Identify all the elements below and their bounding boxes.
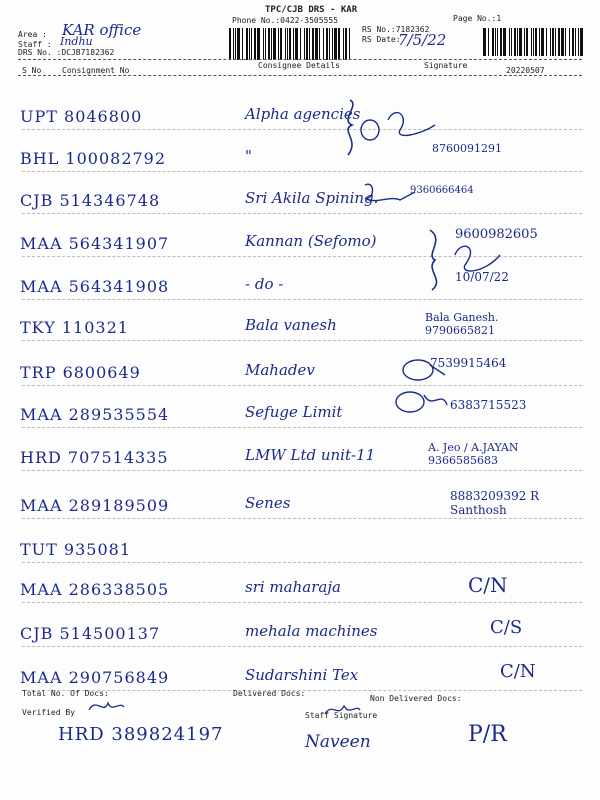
barcode-bar <box>289 28 291 60</box>
col-sno: S No <box>22 66 42 75</box>
extra-note: P/R <box>468 722 507 747</box>
barcode-bar <box>492 28 494 56</box>
barcode-bar <box>315 28 318 60</box>
consignment-number: MAA 564341908 <box>20 277 170 296</box>
barcode-bar <box>338 28 340 60</box>
header-divider-bottom <box>18 75 582 76</box>
row-divider <box>22 518 582 519</box>
staff-signature <box>322 700 362 720</box>
consignment-number: BHL 100082792 <box>20 149 167 168</box>
signature-scribble-4 <box>400 355 450 385</box>
barcode-bar <box>319 28 320 60</box>
barcode-bar <box>580 28 583 56</box>
rs-date-label: RS Date: <box>362 35 401 44</box>
delivery-note: 8760091291 <box>432 142 502 155</box>
barcode-bar <box>242 28 243 60</box>
non-delivered-docs-label: Non Delivered Docs: <box>370 694 462 703</box>
barcode-left <box>229 28 355 60</box>
barcode-bar <box>280 28 282 60</box>
consignee-name: Alpha agencies <box>245 105 361 123</box>
staff-value: Indhu <box>60 35 93 48</box>
barcode-bar <box>531 28 532 56</box>
consignment-number: TRP 6800649 <box>20 363 141 382</box>
consignee-name: - do - <box>245 275 284 293</box>
barcode-bar <box>263 28 264 60</box>
verified-by-label: Verified By <box>22 708 75 717</box>
page-number: Page No.:1 <box>453 14 502 23</box>
barcode-bar <box>511 28 512 56</box>
barcode-bar <box>541 28 544 56</box>
delivered-docs-label: Delivered Docs: <box>233 689 306 698</box>
barcode-bar <box>271 28 272 60</box>
barcode-bar <box>309 28 310 60</box>
barcode-bar <box>246 28 248 60</box>
barcode-bar <box>526 28 528 56</box>
barcode-bar <box>254 28 256 60</box>
consignment-number: TKY 110321 <box>20 318 129 337</box>
delivery-note: A. Jeo / A.JAYAN 9366585683 <box>428 441 519 467</box>
barcode-bar <box>565 28 566 56</box>
consignee-name: Sri Akila Spining. <box>245 189 379 207</box>
barcode-bar <box>569 28 570 56</box>
barcode-bar <box>546 28 547 56</box>
barcode-bar <box>578 28 579 56</box>
delivery-note: C/N <box>500 661 536 682</box>
consignment-number: MAA 289535554 <box>20 405 170 424</box>
delivery-note: C/S <box>490 617 523 638</box>
delivery-note: 8883209392 R Santhosh <box>450 489 540 517</box>
signature-scribble-2 <box>360 180 420 210</box>
rs-number: RS No.:7182362 <box>362 25 430 34</box>
barcode-bar <box>349 28 350 60</box>
delivery-note: 9360666464 <box>410 185 474 196</box>
extra-consignee: Naveen <box>305 732 371 752</box>
consignee-name: Senes <box>245 494 291 512</box>
delivery-note: 9600982605 <box>455 227 538 242</box>
barcode-bar <box>539 28 540 56</box>
barcode-right <box>483 28 585 56</box>
barcode-bar <box>343 28 344 60</box>
row-divider <box>22 213 582 214</box>
signature-scribble-3 <box>420 225 510 295</box>
barcode-bar <box>524 28 525 56</box>
total-docs-label: Total No. Of Docs: <box>22 689 109 698</box>
barcode-bar <box>249 28 250 60</box>
barcode-bar <box>251 28 252 60</box>
barcode-bar <box>304 28 305 60</box>
barcode-bar <box>509 28 510 56</box>
consignment-number: UPT 8046800 <box>20 107 143 126</box>
barcode-bar <box>233 28 234 60</box>
barcode-bar <box>535 28 537 56</box>
row-divider <box>22 340 582 341</box>
verifier-signature <box>86 695 126 717</box>
area-value: KAR office <box>62 21 142 39</box>
row-divider <box>22 385 582 386</box>
barcode-bar <box>326 28 328 60</box>
delivery-note: 7539915464 <box>430 356 507 370</box>
row-divider <box>22 602 582 603</box>
consignment-number: MAA 564341907 <box>20 234 170 253</box>
barcode-bar <box>572 28 574 56</box>
col-consignment: Consignment No <box>62 66 130 75</box>
barcode-bar <box>334 28 337 60</box>
barcode-bar <box>329 28 330 60</box>
consignee-name: sri maharaja <box>245 578 341 596</box>
delivery-note: Bala Ganesh. 9790665821 <box>425 311 499 337</box>
barcode-bar <box>558 28 560 56</box>
barcode-bar <box>237 28 240 60</box>
consignee-name: Sudarshini Tex <box>245 666 359 684</box>
barcode-bar <box>306 28 308 60</box>
row-divider <box>22 470 582 471</box>
barcode-bar <box>495 28 496 56</box>
barcode-bar <box>268 28 270 60</box>
barcode-bar <box>514 28 516 56</box>
consignee-name: " <box>245 147 252 165</box>
phone-number: Phone No.:0422-3505555 <box>232 16 338 25</box>
barcode-bar <box>287 28 288 60</box>
row-divider <box>22 299 582 300</box>
barcode-bar <box>552 28 554 56</box>
consignment-number: CJB 514346748 <box>20 191 161 210</box>
delivery-note: 6383715523 <box>450 398 527 412</box>
barcode-bar <box>257 28 260 60</box>
staff-label: Staff : <box>18 40 52 49</box>
delivery-note: 10/07/22 <box>455 270 509 284</box>
barcode-bar <box>295 28 298 60</box>
signature-scribble-5 <box>392 385 452 420</box>
row-divider <box>22 646 582 647</box>
barcode-bar <box>517 28 518 56</box>
signature-scribble-1 <box>340 95 450 165</box>
col-signature: Signature <box>424 61 468 70</box>
barcode-bar <box>561 28 564 56</box>
barcode-bar <box>285 28 286 60</box>
barcode-bar <box>519 28 522 56</box>
barcode-bar <box>488 28 489 56</box>
consignee-name: Mahadev <box>245 361 315 379</box>
consignment-number: MAA 289189509 <box>20 496 170 515</box>
barcode-bar <box>278 28 279 60</box>
barcode-bar <box>550 28 551 56</box>
consignee-name: LMW Ltd unit-11 <box>245 446 376 464</box>
barcode-bar <box>555 28 556 56</box>
row-divider <box>22 171 582 172</box>
document-title: TPC/CJB DRS - KAR <box>265 5 358 15</box>
barcode-bar <box>229 28 231 60</box>
row-divider <box>22 562 582 563</box>
barcode-bar <box>293 28 294 60</box>
drs-number: DRS No. :DCJB7182362 <box>18 48 115 57</box>
consignee-name: mehala machines <box>245 622 378 640</box>
barcode-bar <box>345 28 347 60</box>
barcode-bar <box>300 28 301 60</box>
barcode-bar <box>312 28 314 60</box>
consignment-number: CJB 514500137 <box>20 624 161 643</box>
consignment-number: MAA 286338505 <box>20 580 170 599</box>
barcode-bar <box>235 28 236 60</box>
staff-signature-label: Staff Signature <box>305 711 378 720</box>
barcode-bar <box>273 28 276 60</box>
col-date-code: 20220507 <box>506 66 545 75</box>
area-label: Area : <box>18 30 47 39</box>
barcode-bar <box>323 28 324 60</box>
consignee-name: Kannan (Sefomo) <box>245 232 377 250</box>
barcode-bar <box>497 28 498 56</box>
consignee-name: Bala vanesh <box>245 316 337 334</box>
barcode-bar <box>575 28 576 56</box>
col-consignee: Consignee Details <box>258 61 340 70</box>
rs-date-value: 7/5/22 <box>398 31 447 49</box>
consignee-name: Sefuge Limit <box>245 403 343 421</box>
delivery-note: C/N <box>468 573 508 597</box>
extra-consignment: HRD 389824197 <box>58 724 224 745</box>
consignment-number: TUT 935081 <box>20 540 131 559</box>
barcode-bar <box>265 28 266 60</box>
consignment-number: HRD 707514335 <box>20 448 169 467</box>
barcode-bar <box>533 28 534 56</box>
consignment-number: MAA 290756849 <box>20 668 170 687</box>
barcode-bar <box>500 28 502 56</box>
barcode-bar <box>332 28 333 60</box>
header-divider-top <box>18 59 582 60</box>
row-divider <box>22 427 582 428</box>
barcode-bar <box>483 28 486 56</box>
row-divider <box>22 129 582 130</box>
barcode-bar <box>503 28 506 56</box>
